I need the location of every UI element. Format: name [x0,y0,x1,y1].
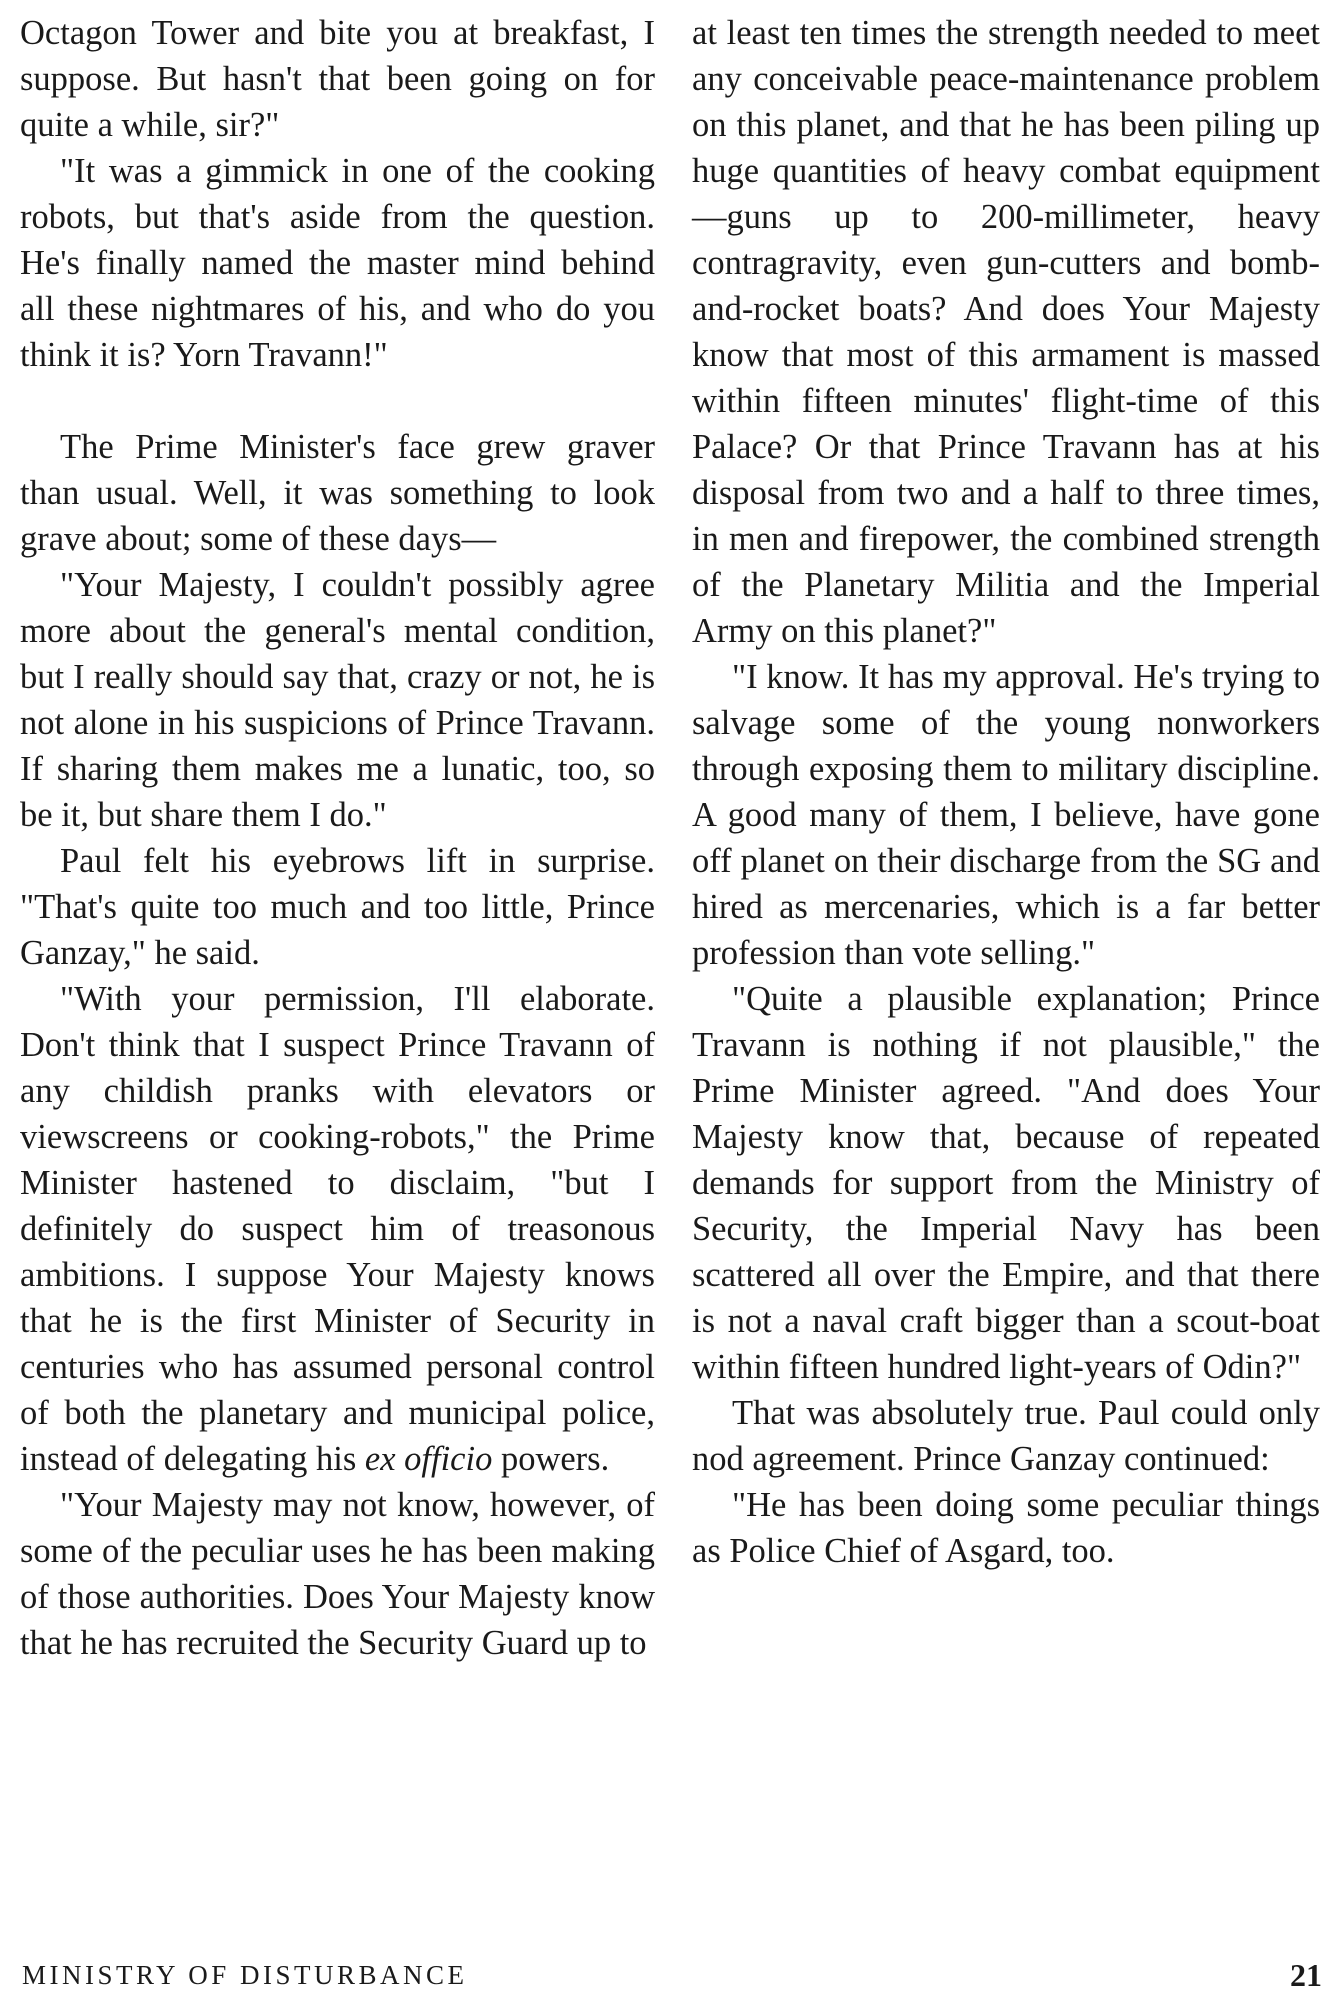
italic-phrase: ex officio [364,1440,493,1478]
paragraph: "He has been doing some peculiar things as Police Chief of Asgard, too. [692,1486,1320,1570]
paragraph: The Prime Minister's face grew graver than usual. Well, it was something to look grave about; some of these days— [20,428,655,558]
paragraph: Paul felt his eyebrows lift in surprise. "That's quite too much and too little, Prince Ganzay," he said. [20,842,655,972]
paragraph: "Quite a plausible explanation; Prince Travann is nothing if not plausible," the Prime Minister agreed. "And does Your Majesty know that, because of repeated demands for support from the Ministry of Security, the Imperial Navy has been scattered all over the Empire, and that there is not a naval craft bigger than a scout-boat within fifteen hundred light-years of Odin?" [692,980,1320,1386]
left-column [20,10,655,1666]
paragraph: "Your Majesty may not know, however, of some of the peculiar uses he has been making of those authorities. Does Your Majesty know that he has recruited the Security Guard up to [20,1486,655,1662]
paragraph: "It was a gimmick in one of the cooking robots, but that's aside from the question. He's finally named the master mind behind all these nightmares of his, and who do you think it is? Yorn Travann!" [20,152,655,374]
paragraph-text: "With your permission, I'll elaborate. Don't think that I suspect Prince Travann of any childish pranks with elevators or viewscreens or cooking-robots," the Prime Minister hastened to disclaim, "but I definitely do suspect him of treasonous ambitions. I suppose Your Majesty knows that he is the first Minister of Security in centuries who has assumed personal control of both the planetary and municipal police, instead of delegating his [20,980,655,1478]
paragraph-tail: powers. [492,1440,610,1478]
page-number: 21 [1290,1957,1322,1993]
paragraph: That was absolutely true. Paul could only nod agreement. Prince Ganzay continued: [692,1394,1320,1478]
paragraph: at least ten times the strength needed to meet any conceivable peace-maintenance problem on this planet, and that he has been piling up huge quantities of heavy combat equipment —guns up to 200-millimeter, heavy contragravity, even gun-cutters and bomb-and-rocket boats? And does Your Majesty know that most of this armament is massed within fifteen minutes' flight-time of this Palace? Or that Prince Travann has at his disposal from two and a half to three times, in men and firepower, the combined strength of the Planetary Militia and the Imperial Army on this planet?" [692,14,1320,650]
paragraph: "Your Majesty, I couldn't possibly agree more about the general's mental condition, but I really should say that, crazy or not, he is not alone in his suspicions of Prince Travann. If sharing them makes me a lunatic, too, so be it, but share them I do." [20,566,655,834]
paragraph-with-italic [20,976,655,1482]
page-footer [22,1955,1322,1995]
paragraph: Octagon Tower and bite you at breakfast, I suppose. But hasn't that been going on for quite a while, sir?" [20,14,655,144]
right-column [692,10,1320,1574]
running-head: MINISTRY OF DISTURBANCE [22,1960,468,1990]
paragraph: "I know. It has my approval. He's trying to salvage some of the young nonworkers through exposing them to military discipline. A good many of them, I believe, have gone off planet on their discharge from the SG and hired as mercenaries, which is a far better profession than vote selling." [692,658,1320,972]
